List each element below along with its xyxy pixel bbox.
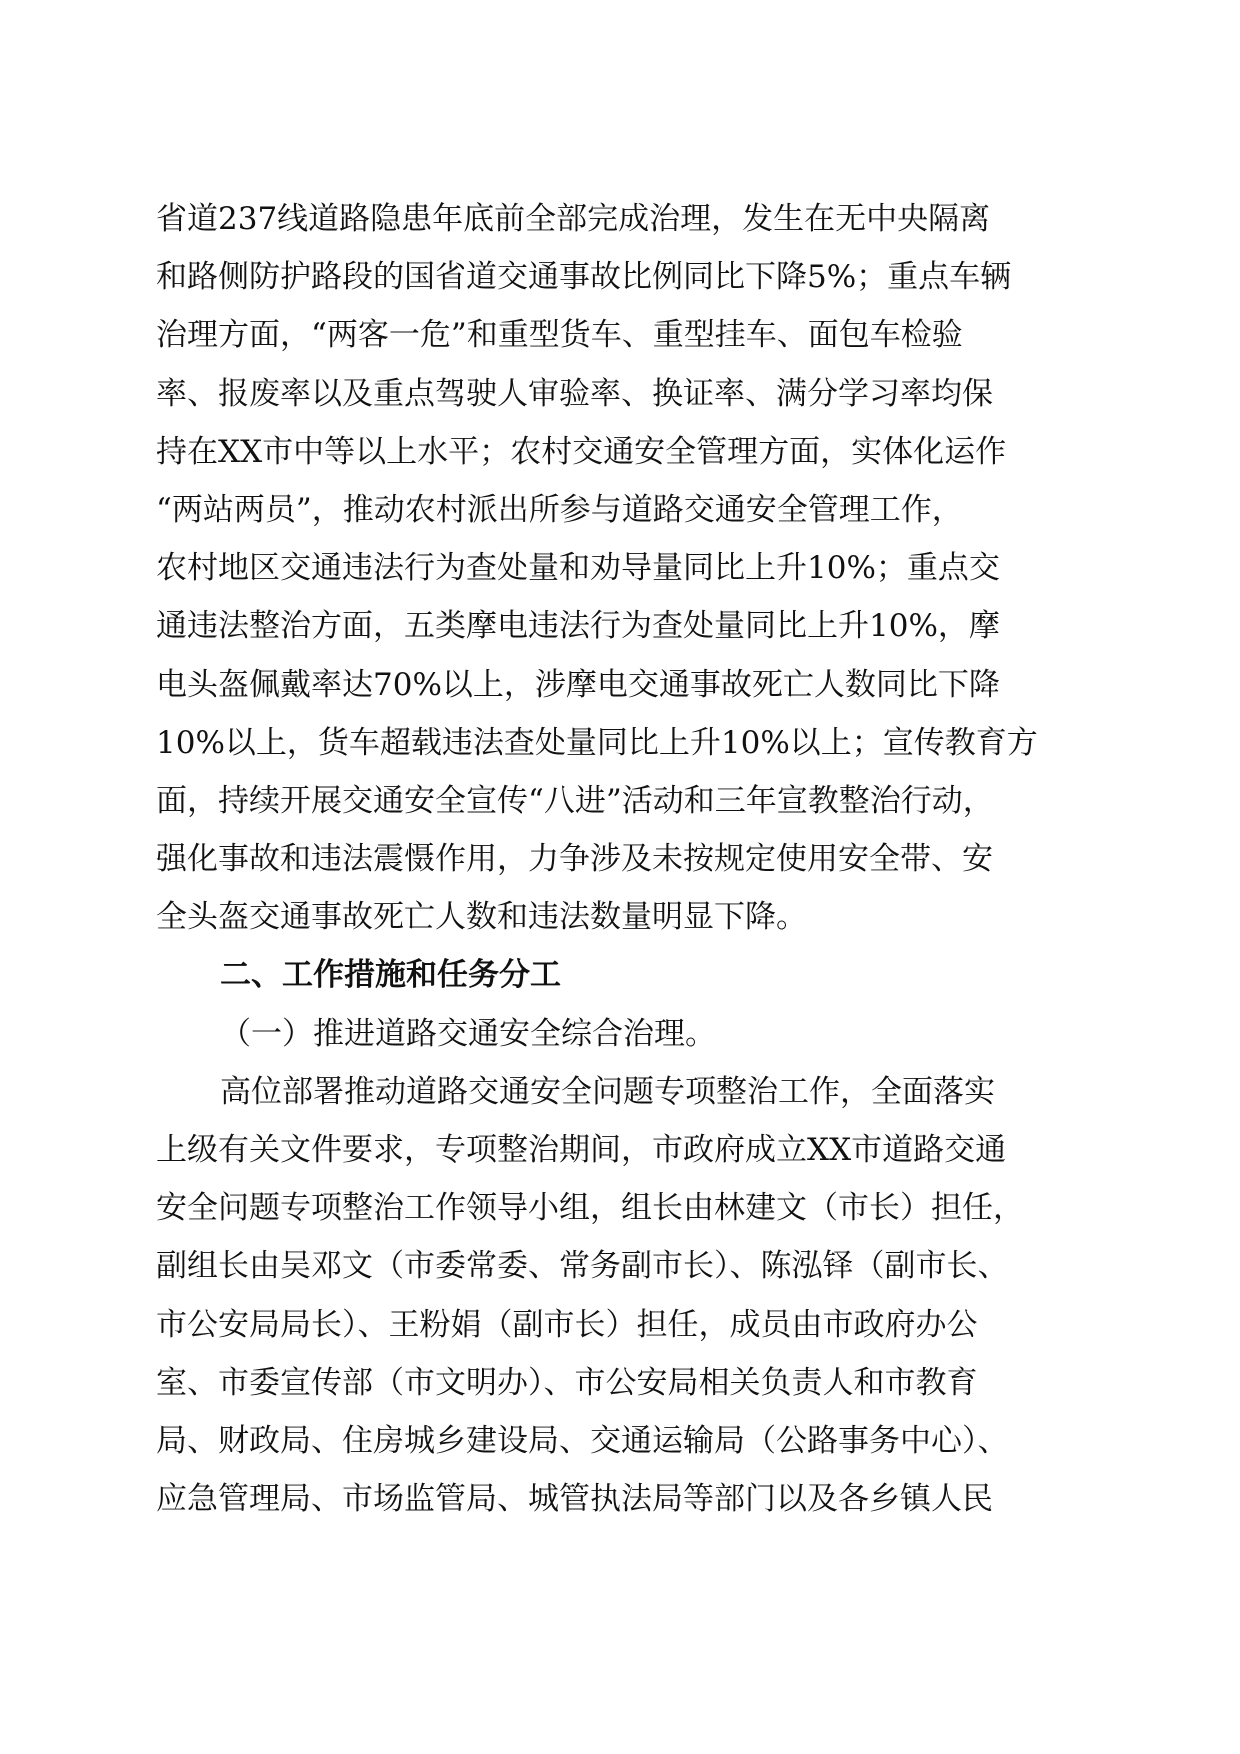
text-line: 应急管理局、市场监管局、城管执法局等部门以及各乡镇人民 bbox=[156, 1481, 993, 1518]
text-line: 治理方面，“两客一危”和重型货车、重型挂车、面包车检验 bbox=[156, 317, 963, 354]
paragraph-1 bbox=[156, 190, 1086, 946]
text-line: 省道237线道路隐患年底前全部完成治理，发生在无中央隔离 bbox=[156, 201, 991, 237]
text-line: 室、市委宣传部（市文明办）、市公安局相关负责人和市教育 bbox=[156, 1364, 978, 1401]
text-line: 农村地区交通违法行为查处量和劝导量同比上升10%；重点交 bbox=[156, 550, 1000, 587]
text-line: 上级有关文件要求，专项整治期间，市政府成立XX市道路交通 bbox=[156, 1132, 1007, 1168]
text-line: “两站两员”，推动农村派出所参与道路交通安全管理工作， bbox=[156, 491, 963, 528]
text-line: 副组长由吴邓文（市委常委、常务副市长）、陈泓铎（副市长、 bbox=[156, 1248, 1009, 1285]
text-line: 安全问题专项整治工作领导小组，组长由林建文（市长）担任， bbox=[156, 1190, 1024, 1227]
text-line: 强化事故和违法震慑作用，力争涉及未按规定使用安全带、安 bbox=[156, 841, 993, 878]
section-heading: 二、工作措施和任务分工 bbox=[220, 957, 561, 994]
text-line: 面，持续开展交通安全宣传“八进”活动和三年宣教整治行动， bbox=[156, 782, 994, 819]
paragraph-2 bbox=[156, 1063, 1086, 1529]
text-line: 电头盔佩戴率达70%以上，涉摩电交通事故死亡人数同比下降 bbox=[156, 666, 1000, 703]
text-line: 通违法整治方面，五类摩电违法行为查处量同比上升10%，摩 bbox=[156, 608, 1000, 645]
text-line: 高位部署推动道路交通安全问题专项整治工作，全面落实 bbox=[220, 1073, 995, 1110]
text-line: 和路侧防护路段的国省道交通事故比例同比下降5%；重点车辆 bbox=[156, 259, 1012, 296]
subsection-heading: （一）推进道路交通安全综合治理。 bbox=[220, 1015, 716, 1052]
text-line: 局、财政局、住房城乡建设局、交通运输局（公路事务中心）、 bbox=[156, 1422, 1009, 1459]
text-line: 全头盔交通事故死亡人数和违法数量明显下降。 bbox=[156, 899, 807, 936]
document-body bbox=[156, 190, 1086, 1528]
text-line: 10%以上，货车超载违法查处量同比上升10%以上；宣传教育方 bbox=[156, 724, 1038, 761]
text-line: 率、报废率以及重点驾驶人审验率、换证率、满分学习率均保 bbox=[156, 375, 993, 412]
text-line: 市公安局局长）、王粉娟（副市长）担任，成员由市政府办公 bbox=[156, 1306, 978, 1343]
text-line: 持在XX市中等以上水平；农村交通安全管理方面，实体化运作 bbox=[156, 433, 1007, 470]
